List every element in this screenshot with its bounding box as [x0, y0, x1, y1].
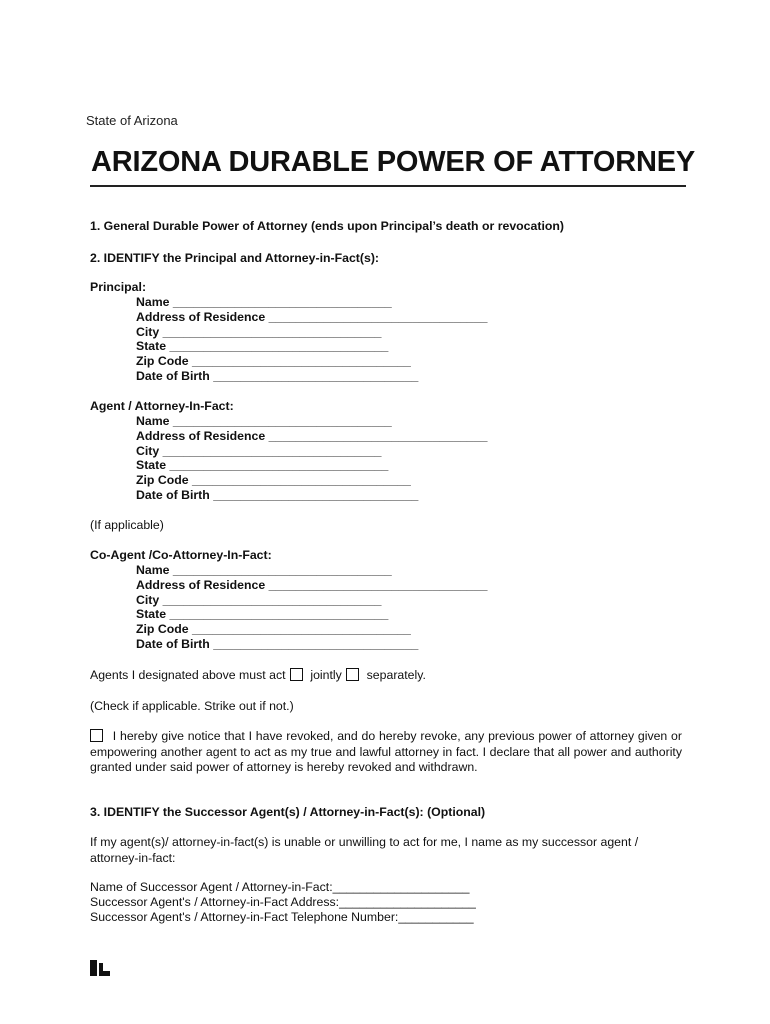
agent-name-field[interactable]: Name ________________________________	[136, 414, 392, 428]
coagent-name-field[interactable]: Name ________________________________	[136, 563, 392, 577]
agent-dob-field[interactable]: Date of Birth ______________________________	[136, 487, 419, 502]
coagent-dob-field[interactable]: Date of Birth ______________________________	[136, 636, 419, 651]
principal-zip-field[interactable]: Zip Code ________________________________	[136, 354, 411, 369]
principal-heading: Principal:	[90, 280, 147, 294]
agent-heading: Agent / Attorney-In-Fact:	[90, 399, 234, 413]
coagent-heading: Co-Agent /Co-Attorney-In-Fact:	[90, 548, 272, 562]
coagent-zip-field[interactable]: Zip Code ________________________________	[136, 622, 411, 637]
agent-zip-field[interactable]: Zip Code ________________________________	[136, 473, 411, 488]
document-title: ARIZONA DURABLE POWER OF ATTORNEY	[91, 146, 696, 178]
principal-address-field[interactable]: Address of Residence ________________________________	[136, 309, 488, 324]
revocation-paragraph	[90, 729, 682, 776]
state-label: State of Arizona	[86, 113, 178, 128]
principal-fields	[136, 295, 487, 384]
section-3-heading: 3. IDENTIFY the Successor Agent(s) / Attorney-in-Fact(s): (Optional)	[90, 805, 486, 819]
legal-templates-logo-icon	[90, 960, 110, 976]
principal-dob-field[interactable]: Date of Birth ______________________________	[136, 368, 419, 383]
agent-address-field[interactable]: Address of Residence ________________________________	[136, 428, 488, 443]
jointly-label: jointly	[310, 668, 342, 682]
coagent-address-field[interactable]: Address of Residence ________________________________	[136, 577, 488, 592]
title-underline	[90, 185, 686, 187]
section-2-heading: 2. IDENTIFY the Principal and Attorney-in-Fact(s):	[90, 251, 380, 265]
jointly-checkbox[interactable]	[290, 668, 303, 681]
successor-address-field[interactable]: Successor Agent's / Attorney-in-Fact Address:____________________	[90, 894, 476, 909]
agent-city-field[interactable]: City ________________________________	[136, 443, 382, 458]
successor-fields	[90, 880, 476, 924]
principal-city-field[interactable]: City ________________________________	[136, 324, 382, 339]
principal-name-field[interactable]: Name ________________________________	[136, 295, 392, 309]
act-line	[90, 668, 426, 682]
principal-state-field[interactable]: State ________________________________	[136, 339, 389, 354]
agent-state-field[interactable]: State ________________________________	[136, 458, 389, 473]
successor-phone-field[interactable]: Successor Agent's / Attorney-in-Fact Telephone Number:___________	[90, 909, 474, 924]
coagent-state-field[interactable]: State ________________________________	[136, 607, 389, 622]
successor-intro: If my agent(s)/ attorney-in-fact(s) is unable or unwilling to act for me, I name as my successor agent / attorney-in-fact:	[90, 835, 639, 865]
separately-checkbox[interactable]	[346, 668, 359, 681]
section-1-heading: 1. General Durable Power of Attorney (ends upon Principal’s death or revocation)	[90, 219, 564, 233]
revocation-text: I hereby give notice that I have revoked, and do hereby revoke, any previous power of attorney given or empowering another agent to act as my true and lawful attorney in fact. I declare that all power and authority granted under said power of attorney is hereby revoked and withdrawn.	[90, 729, 682, 774]
successor-name-field[interactable]: Name of Successor Agent / Attorney-in-Fact:____________________	[90, 880, 470, 894]
coagent-city-field[interactable]: City ________________________________	[136, 592, 382, 607]
coagent-fields	[136, 563, 487, 652]
act-prefix: Agents I designated above must act	[90, 668, 286, 682]
revocation-checkbox[interactable]	[90, 729, 103, 742]
separately-label: separately.	[366, 668, 426, 682]
if-applicable-note: (If applicable)	[90, 518, 164, 532]
agent-fields	[136, 414, 487, 503]
check-note: (Check if applicable. Strike out if not.)	[90, 699, 294, 713]
